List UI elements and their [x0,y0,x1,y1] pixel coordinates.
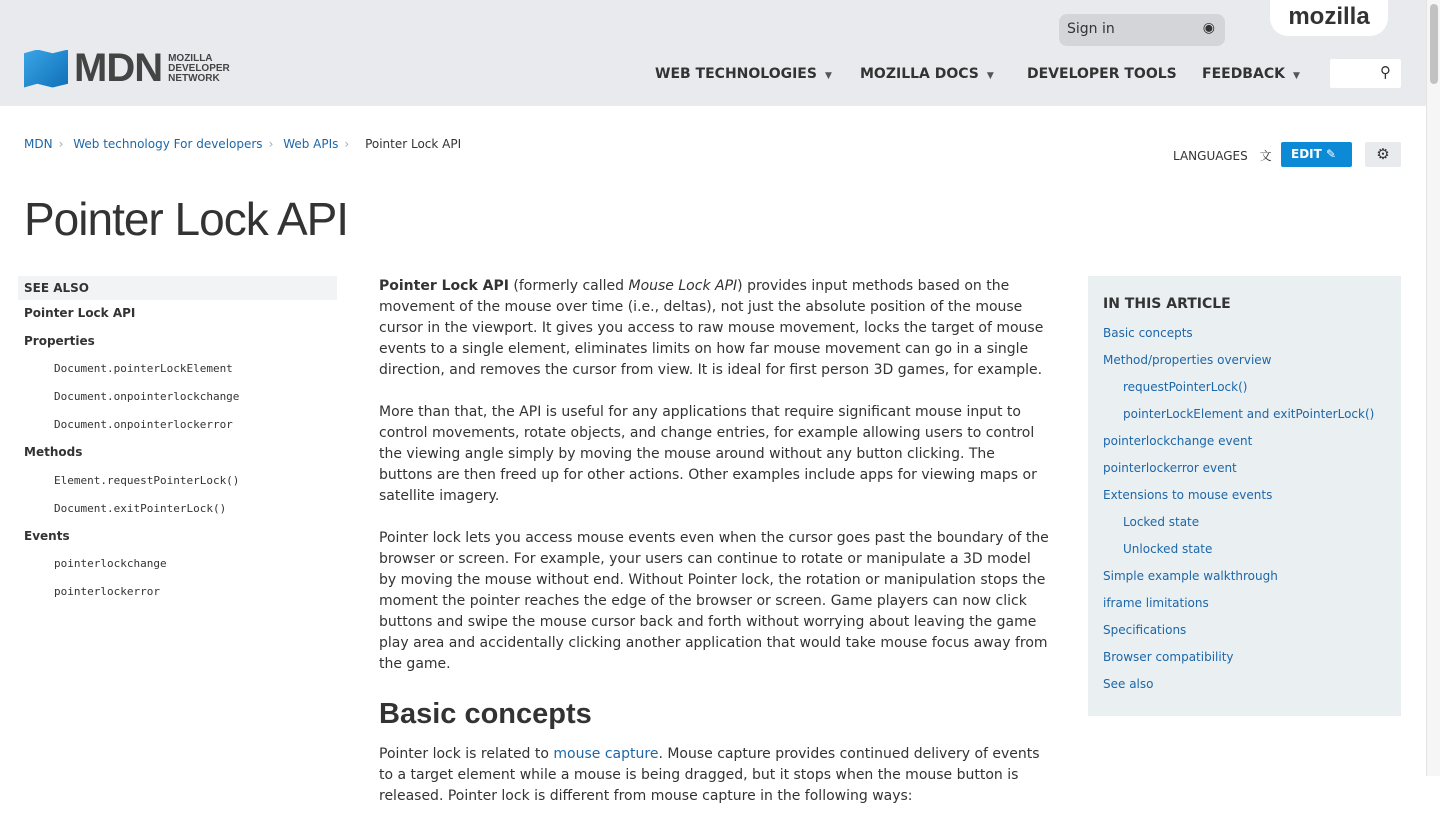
github-icon: ◉ [1202,20,1215,36]
search-input[interactable] [1330,59,1401,88]
toc-link[interactable]: See also [1103,677,1154,691]
sidebar-heading: Events [24,528,70,543]
breadcrumb-current: Pointer Lock API [365,137,462,151]
paragraph: Pointer lock is related to mouse capture. Mouse capture provides continued delivery of events to a target element while a mouse is being dragged, but it stops when the mouse button is released. Pointer lock is different from mouse capture in the following ways: [379,746,1040,804]
caret-down-icon: ▼ [824,71,832,81]
sidebar-item[interactable]: Document.onpointerlockerror [54,418,233,431]
sidebar-item[interactable]: Element.requestPointerLock() [54,473,240,487]
sidebar-heading: Properties [24,333,95,348]
nav-developer-tools[interactable]: DEVELOPER TOOLS [1027,66,1177,82]
mdn-logo-icon [24,50,68,88]
caret-down-icon: ▼ [986,71,994,81]
sidebar-item[interactable]: pointerlockchange [54,557,167,570]
site-header [0,0,1426,106]
settings-button[interactable] [1365,142,1401,167]
sidebar-heading: Methods [24,445,83,459]
mozilla-logo[interactable]: mozilla [1270,0,1388,36]
article-content [379,276,1049,828]
breadcrumb: MDN › Web technology For developers › Web APIs › Pointer Lock API [24,137,462,151]
toc-link[interactable]: requestPointerLock() [1123,380,1248,394]
nav-feedback[interactable]: FEEDBACK ▼ [1202,66,1300,82]
toc-link[interactable]: iframe limitations [1103,596,1209,610]
toc-link[interactable]: pointerlockchange event [1103,434,1253,448]
paragraph: Pointer lock lets you access mouse events even when the cursor goes past the boundary of the browser or screen. For example, your users can continue to rotate or manipulate a 3D model by moving the mouse without end. Without Pointer lock, the rotation or manipulation stops the moment the pointer reaches the edge of the browser or screen. Game players can now click buttons and swipe the mouse cursor back and forth without worrying about leaving the game play area and accidentally clicking another application that would take mouse focus away from the game. [379,530,1049,672]
section-heading: Basic concepts [379,698,592,730]
mdn-logo[interactable]: MDN MOZILLA DEVELOPER NETWORK [24,46,230,91]
nav-mozilla-docs[interactable]: MOZILLA DOCS ▼ [860,66,994,82]
toc-link[interactable]: Unlocked state [1123,542,1213,556]
paragraph: Pointer Lock API (formerly called Mouse Lock API) provides input methods based on the movement of the mouse over time (i.e., deltas), not just the absolute position of the mouse cursor in the viewport. It gives you access to raw mouse movement, locks the target of mouse events to a single element, eliminates limits on how far mouse movement can go in a single direction, and removes the cursor from view. It is ideal for first person 3D games, for example. [379,278,1044,378]
search-icon: ⚲ [1380,63,1391,81]
toc-link[interactable]: Specifications [1103,623,1187,637]
breadcrumb-mdn[interactable]: MDN [24,137,53,151]
toc-link[interactable]: Extensions to mouse events [1103,488,1273,502]
sidebar-item[interactable]: Document.pointerLockElement [54,362,233,375]
sidebar: SEE ALSO Pointer Lock API Properties Document.pointerLockElement Document.onpointerlockchange Document.onpointerlockerror Methods Element.requestPointerLock() Document.exitPointerLock() Events pointerlockchange pointerlockerror [18,276,337,606]
nav-web-technologies[interactable]: WEB TECHNOLOGIES ▼ [655,66,832,82]
page-title: Pointer Lock API [24,193,349,245]
toc-link[interactable]: pointerlockerror event [1103,461,1237,475]
pencil-icon: ✎ [1326,147,1337,161]
breadcrumb-web-technology[interactable]: Web technology For developers [73,137,263,151]
scrollbar-thumb[interactable] [1430,4,1438,84]
gear-icon: ⚙ [1376,145,1390,163]
edit-button[interactable]: EDIT ✎ [1281,142,1352,167]
table-of-contents: IN THIS ARTICLE Basic concepts Method/properties overview requestPointerLock() pointerLockElement and exitPointerLock() pointerlockchange event pointerlockerror event Extensions to mouse events Locked state Unlocked state Simple example walkthrough iframe limitations Specifications Browser compatibility See also [1088,276,1401,716]
toc-link[interactable]: Locked state [1123,515,1200,529]
mouse-capture-link[interactable]: mouse capture [553,746,659,762]
sidebar-item[interactable]: pointerlockerror [54,585,160,598]
breadcrumb-web-apis[interactable]: Web APIs [283,137,339,151]
paragraph: More than that, the API is useful for any applications that require significant mouse input to control movements, rotate objects, and change entries, for example allowing users to control the viewing angle simply by moving the mouse around without any button clicking. The buttons are then freed up for other actions. Other examples include apps for viewing maps or satellite imagery. [379,404,1037,504]
toc-link[interactable]: Browser compatibility [1103,650,1234,664]
sidebar-item[interactable]: Pointer Lock API [24,306,136,320]
toc-link[interactable]: Method/properties overview [1103,353,1272,367]
languages-button[interactable]: LANGUAGES 文 [1173,149,1272,163]
toc-link[interactable]: Basic concepts [1103,326,1193,340]
toc-link[interactable]: pointerLockElement and exitPointerLock() [1123,407,1375,421]
toc-link[interactable]: Simple example walkthrough [1103,569,1278,583]
caret-down-icon: ▼ [1292,71,1300,81]
scrollbar[interactable] [1426,0,1440,776]
sidebar-item[interactable]: Document.onpointerlockchange [54,390,240,403]
sign-in-button[interactable]: Sign in ◉ [1059,14,1225,46]
sidebar-item[interactable]: Document.exitPointerLock() [54,501,227,515]
translate-icon: 文 [1259,149,1272,163]
